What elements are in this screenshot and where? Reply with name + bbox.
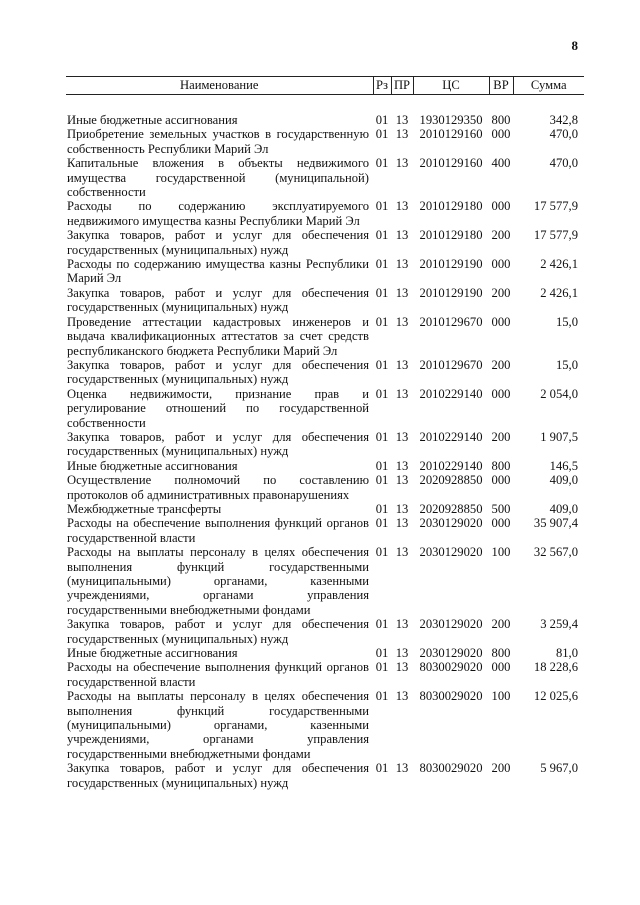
cell-vr: 400 [491,156,511,171]
cell-cs: 2010129160 [419,127,483,142]
cell-rz: 01 [375,357,389,372]
cell-sum: 15,0 [555,314,578,329]
cell-cs: 2030129020 [419,646,483,661]
cell-vr: 500 [491,501,511,516]
cell-pr: 13 [395,617,409,632]
header-vr: ВР [489,77,513,95]
cell-pr: 13 [395,113,409,127]
cell-name: Закупка товаров, работ и услуг для обеспечения государственных (муниципальных) нужд [67,761,369,790]
table-row [66,156,584,199]
table-row [66,617,584,646]
cell-rz: 01 [375,689,389,704]
cell-sum: 1 907,5 [540,429,578,444]
cell-name: Закупка товаров, работ и услуг для обеспечения государственных (муниципальных) нужд [67,357,369,387]
cell-name: Расходы по содержанию эксплуатируемого недвижимого имущества казны Республики Марий Эл [67,199,369,228]
cell-rz: 01 [375,199,389,214]
cell-pr: 13 [395,689,409,704]
cell-pr: 13 [395,228,409,243]
table-row [66,127,584,156]
cell-sum: 3 259,4 [540,617,578,632]
cell-cs: 2010129190 [419,285,483,300]
cell-vr: 200 [491,617,511,632]
cell-cs: 2020928850 [419,501,483,516]
header-name: Наименование [66,77,373,95]
page-number: 8 [571,38,578,53]
cell-pr: 13 [395,473,409,488]
cell-vr: 000 [491,257,511,272]
cell-name: Расходы на выплаты персоналу в целях обеспечения выполнения функций государственными (муниципальными) органами, казенными учреждениями, органами управления государственными внебюджетными фондами [67,545,369,617]
table-row [66,95,584,128]
table-row [66,646,584,660]
cell-pr: 13 [395,386,409,401]
cell-sum: 35 907,4 [533,516,578,531]
cell-sum: 146,5 [549,458,578,473]
cell-sum: 12 025,6 [533,689,578,704]
cell-rz: 01 [375,113,389,127]
cell-name: Закупка товаров, работ и услуг для обеспечения государственных (муниципальных) нужд [67,617,369,646]
cell-cs: 2010129180 [419,199,483,214]
cell-sum: 17 577,9 [533,199,578,214]
cell-vr: 200 [491,761,511,776]
cell-cs: 2010129670 [419,357,483,372]
cell-rz: 01 [375,127,389,142]
cell-cs: 8030029020 [419,689,483,704]
cell-vr: 000 [491,199,511,214]
cell-sum: 409,0 [549,473,578,488]
budget-table [66,76,584,790]
header-rz: Рз [373,77,391,95]
cell-cs: 2010129180 [419,228,483,243]
cell-rz: 01 [375,228,389,243]
cell-pr: 13 [395,660,409,675]
cell-name: Проведение аттестации кадастровых инженеров и выдача квалификационных аттестатов за счет средств республиканского бюджета Республики Марий Эл [67,314,369,358]
header-cs: ЦС [413,77,489,95]
cell-name: Расходы на обеспечение выполнения функций органов государственной власти [67,660,369,689]
cell-pr: 13 [395,501,409,516]
cell-cs: 2010229140 [419,429,483,444]
cell-sum: 5 967,0 [540,761,578,776]
header-pr: ПР [391,77,413,95]
cell-name: Оценка недвижимости, признание прав и регулирование отношений по государственной собственности [67,386,369,430]
cell-rz: 01 [375,257,389,272]
table-row [66,257,584,286]
cell-rz: 01 [375,516,389,531]
cell-rz: 01 [375,285,389,300]
cell-vr: 800 [491,458,511,473]
cell-sum: 470,0 [549,156,578,171]
header-row [66,77,584,95]
cell-cs: 8030029020 [419,761,483,776]
cell-vr: 200 [491,285,511,300]
cell-pr: 13 [395,545,409,560]
table-row [66,660,584,689]
table-row [66,228,584,257]
cell-name: Расходы по содержанию имущества казны Республики Марий Эл [67,257,369,286]
table-body [66,95,584,791]
table-row [66,516,584,545]
cell-rz: 01 [375,429,389,444]
cell-name: Расходы на обеспечение выполнения функций органов государственной власти [67,516,369,545]
cell-rz: 01 [375,761,389,776]
cell-vr: 200 [491,228,511,243]
cell-name: Закупка товаров, работ и услуг для обеспечения государственных (муниципальных) нужд [67,285,369,315]
cell-name: Иные бюджетные ассигнования [67,458,238,473]
cell-cs: 2010129670 [419,314,483,329]
cell-rz: 01 [375,501,389,516]
cell-vr: 000 [491,314,511,329]
cell-vr: 800 [491,113,511,127]
cell-pr: 13 [395,257,409,272]
table-row [66,286,584,315]
cell-vr: 000 [491,386,511,401]
header-sum: Сумма [513,77,584,95]
cell-pr: 13 [395,429,409,444]
cell-sum: 2 426,1 [540,257,578,272]
cell-cs: 2030129020 [419,516,483,531]
table-row [66,689,584,761]
cell-sum: 32 567,0 [533,545,578,560]
cell-sum: 17 577,9 [533,228,578,243]
cell-vr: 000 [491,127,511,142]
cell-pr: 13 [395,156,409,171]
cell-cs: 2030129020 [419,617,483,632]
table-row [66,761,584,790]
cell-pr: 13 [395,199,409,214]
cell-cs: 8030029020 [419,660,483,675]
cell-name: Капитальные вложения в объекты недвижимого имущества государственной (муниципальной) собственности [67,156,369,200]
cell-cs: 2010229140 [419,458,483,473]
cell-cs: 2020928850 [419,473,483,488]
cell-name: Закупка товаров, работ и услуг для обеспечения государственных (муниципальных) нужд [67,429,369,459]
cell-cs: 1930129350 [419,113,483,127]
cell-vr: 200 [491,357,511,372]
table-row [66,199,584,228]
cell-sum: 15,0 [555,357,578,372]
cell-cs: 2030129020 [419,545,483,560]
cell-name: Приобретение земельных участков в государственную собственность Республики Марий Эл [67,127,369,156]
cell-pr: 13 [395,314,409,329]
cell-name: Осуществление полномочий по составлению протоколов об административных правонарушениях [67,473,369,502]
cell-vr: 000 [491,473,511,488]
cell-vr: 200 [491,429,511,444]
cell-rz: 01 [375,314,389,329]
cell-sum: 470,0 [549,127,578,142]
cell-rz: 01 [375,646,389,661]
cell-vr: 800 [491,646,511,661]
cell-name: Расходы на выплаты персоналу в целях обеспечения выполнения функций государственными (муниципальными) органами, казенными учреждениями, органами управления государственными внебюджетными фондами [67,689,369,761]
cell-cs: 2010229140 [419,386,483,401]
table-row [66,473,584,502]
cell-rz: 01 [375,458,389,473]
cell-rz: 01 [375,386,389,401]
cell-rz: 01 [375,545,389,560]
table-row [66,430,584,459]
cell-vr: 000 [491,516,511,531]
cell-sum: 409,0 [549,501,578,516]
cell-pr: 13 [395,285,409,300]
cell-vr: 100 [491,689,511,704]
cell-vr: 000 [491,660,511,675]
table-row [66,502,584,516]
cell-sum: 2 426,1 [540,285,578,300]
table-row [66,358,584,387]
cell-rz: 01 [375,473,389,488]
cell-name: Иные бюджетные ассигнования [67,113,238,127]
cell-cs: 2010129160 [419,156,483,171]
cell-name: Межбюджетные трансферты [67,501,222,516]
table-row [66,545,584,617]
cell-sum: 18 228,6 [533,660,578,675]
cell-sum: 342,8 [549,113,578,127]
cell-pr: 13 [395,127,409,142]
cell-pr: 13 [395,646,409,661]
table-row [66,315,584,358]
cell-rz: 01 [375,156,389,171]
cell-name: Иные бюджетные ассигнования [67,646,238,661]
cell-pr: 13 [395,357,409,372]
cell-vr: 100 [491,545,511,560]
cell-pr: 13 [395,516,409,531]
table-row [66,459,584,473]
cell-rz: 01 [375,617,389,632]
cell-sum: 2 054,0 [540,386,578,401]
cell-name: Закупка товаров, работ и услуг для обеспечения государственных (муниципальных) нужд [67,228,369,257]
cell-sum: 81,0 [555,646,578,661]
cell-cs: 2010129190 [419,257,483,272]
cell-rz: 01 [375,660,389,675]
table-row [66,387,584,430]
cell-pr: 13 [395,458,409,473]
cell-pr: 13 [395,761,409,776]
